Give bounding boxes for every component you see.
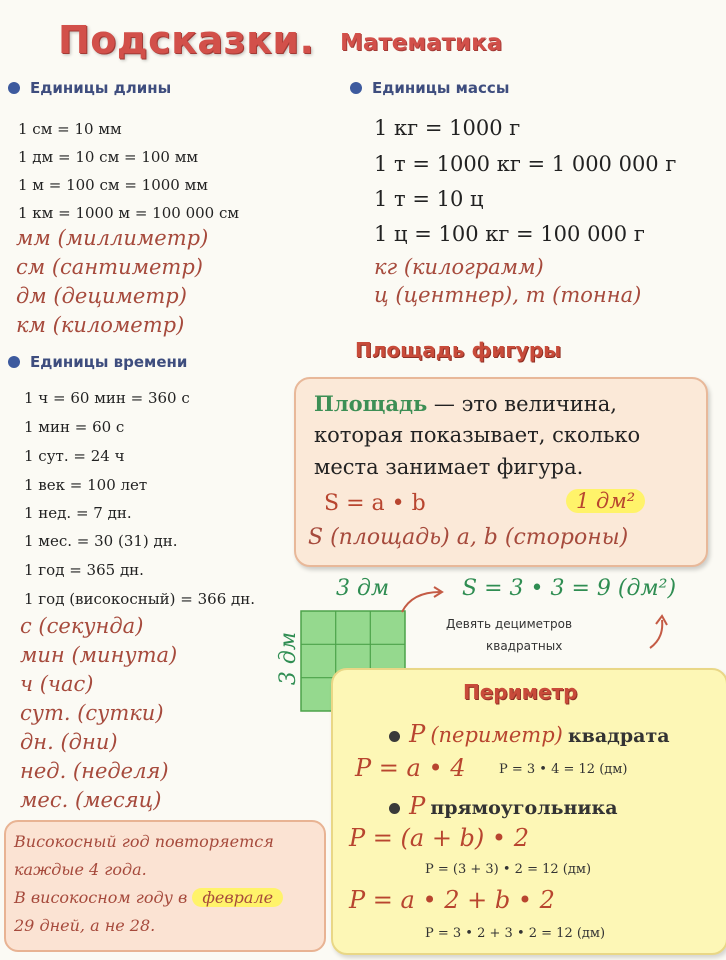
bullet-icon xyxy=(350,82,362,94)
length-line: 1 см = 10 мм xyxy=(18,120,122,138)
square-word: квадрата xyxy=(567,725,670,747)
leap-line xyxy=(14,888,283,907)
perimeter-box xyxy=(331,668,726,955)
time-line: 1 сут. = 24 ч xyxy=(24,447,125,465)
length-note: дм (дециметр) xyxy=(16,284,187,308)
square-p-symbol: P xyxy=(409,720,426,748)
rect-formula-2: P = a • 2 + b • 2 xyxy=(349,886,555,914)
area-def-rest: — это величина, xyxy=(433,392,617,416)
rect-perimeter-row xyxy=(389,792,618,820)
square-calc: P = 3 • 4 = 12 (дм) xyxy=(499,762,628,777)
bullet-icon xyxy=(8,82,20,94)
square-perimeter-row xyxy=(389,720,670,748)
length-line: 1 дм = 10 см = 100 мм xyxy=(18,148,199,166)
leap-line: Високосный год повторяется xyxy=(14,832,274,851)
time-note: нед. (неделя) xyxy=(20,759,169,783)
area-example-note: квадратных xyxy=(486,639,563,653)
length-note: мм (миллиметр) xyxy=(16,226,209,250)
rect-calc-1: P = (3 + 3) • 2 = 12 (дм) xyxy=(425,862,592,877)
unit-example: 1 дм² xyxy=(566,489,645,513)
leap-line: каждые 4 года. xyxy=(14,860,147,879)
time-line: 1 мин = 60 с xyxy=(24,418,125,436)
bullet-icon xyxy=(8,356,20,368)
side-left-label: 3 дм xyxy=(276,631,302,686)
arrow-up-icon xyxy=(646,614,672,652)
square-formula: P = a • 4 xyxy=(355,754,466,782)
mass-line: 1 кг = 1000 г xyxy=(374,116,521,140)
area-def-line: которая показывает, сколько xyxy=(314,423,641,447)
area-example-note: Девять дециметров xyxy=(446,617,573,631)
length-line: 1 км = 1000 м = 100 000 см xyxy=(18,204,240,222)
bullet-icon xyxy=(389,731,400,742)
mass-heading xyxy=(350,79,509,97)
time-line: 1 нед. = 7 дн. xyxy=(24,504,132,522)
bullet-icon xyxy=(389,803,400,814)
length-heading xyxy=(8,79,171,97)
rect-formula-1: P = (a + b) • 2 xyxy=(349,824,529,852)
rect-word: прямоугольника xyxy=(430,797,618,819)
side-top-label: 3 дм xyxy=(336,576,390,601)
time-line: 1 мес. = 30 (31) дн. xyxy=(24,532,178,550)
mass-line: 1 т = 10 ц xyxy=(374,187,484,211)
square-p-label: (периметр) xyxy=(430,723,563,747)
time-note: сут. (сутки) xyxy=(20,701,164,725)
time-heading-label: Единицы времени xyxy=(30,353,188,371)
page-subtitle: Математика xyxy=(340,30,503,56)
rect-p-symbol: P xyxy=(409,792,426,820)
time-note: ч (час) xyxy=(20,672,94,696)
perimeter-heading: Периметр xyxy=(463,680,578,704)
area-example-formula: S = 3 • 3 = 9 (дм²) xyxy=(462,576,677,601)
area-definition-box xyxy=(294,377,708,567)
time-note: мес. (месяц) xyxy=(20,788,162,812)
time-note: дн. (дни) xyxy=(20,730,118,754)
leap-line-text: В високосном году в xyxy=(14,888,188,907)
length-heading-label: Единицы длины xyxy=(30,79,172,97)
leap-year-note xyxy=(4,820,326,952)
area-legend: S (площадь) a, b (стороны) xyxy=(308,525,629,550)
length-note: см (сантиметр) xyxy=(16,255,203,279)
february-highlight: феврале xyxy=(192,888,283,907)
time-heading xyxy=(8,353,187,371)
area-heading: Площадь фигуры xyxy=(355,338,562,362)
time-line: 1 год = 365 дн. xyxy=(24,561,144,579)
time-note: мин (минута) xyxy=(20,643,178,667)
area-def-line: места занимает фигура. xyxy=(314,455,584,479)
mass-note: ц (центнер), т (тонна) xyxy=(374,283,642,307)
time-line: 1 век = 100 лет xyxy=(24,476,148,494)
mass-line: 1 ц = 100 кг = 100 000 г xyxy=(374,222,645,246)
area-def-word: Площадь xyxy=(314,391,428,416)
rect-calc-2: P = 3 • 2 + 3 • 2 = 12 (дм) xyxy=(425,926,606,941)
length-note: км (километр) xyxy=(16,313,185,337)
time-line: 1 ч = 60 мин = 360 с xyxy=(24,389,190,407)
arrow-icon xyxy=(398,586,448,616)
area-def-line xyxy=(314,391,617,416)
page-title: Подсказки. xyxy=(58,18,315,62)
mass-heading-label: Единицы массы xyxy=(372,79,510,97)
time-line: 1 год (високосный) = 366 дн. xyxy=(24,590,256,608)
mass-note: кг (килограмм) xyxy=(374,255,544,279)
time-note: с (секунда) xyxy=(20,614,144,638)
length-line: 1 м = 100 см = 1000 мм xyxy=(18,176,208,194)
leap-line: 29 дней, а не 28. xyxy=(14,916,156,935)
area-formula: S = a • b xyxy=(324,491,426,516)
mass-line: 1 т = 1000 кг = 1 000 000 г xyxy=(374,152,677,176)
